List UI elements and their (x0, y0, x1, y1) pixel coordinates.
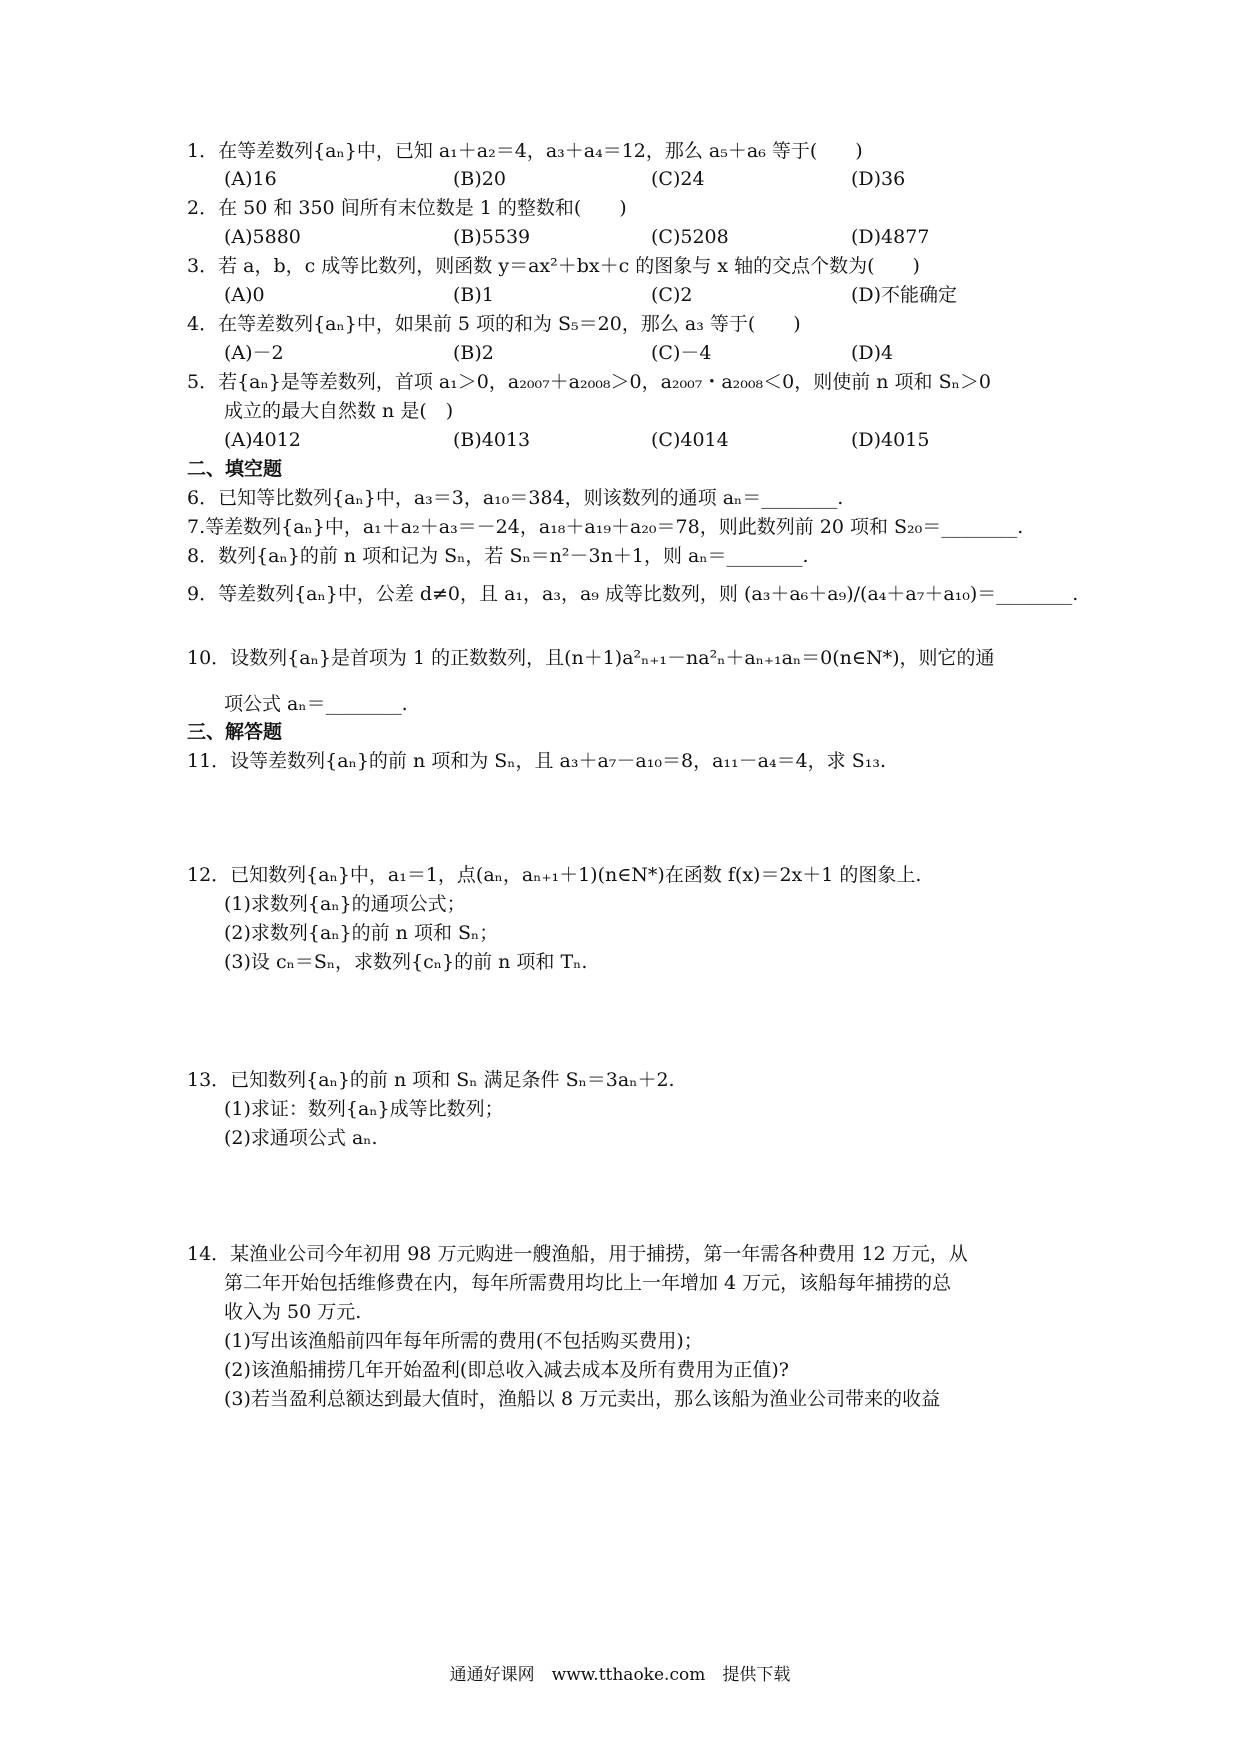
option-b: (B)5539 (453, 226, 531, 248)
option-a: (A)4012 (224, 429, 301, 451)
page-footer: 通通好课网 www.tthaoke.com 提供下载 (449, 1665, 791, 1685)
option-c: (C)2 (651, 284, 693, 306)
question-14-cont-1: 第二年开始包括维修费在内，每年所需费用均比上一年增加 4 万元，该船每年捕捞的总 (224, 1272, 952, 1294)
question-13-part-1: (1)求证：数列{aₙ}成等比数列； (224, 1098, 504, 1120)
option-c: (C)24 (651, 168, 705, 190)
question-8: 8．数列{aₙ}的前 n 项和记为 Sₙ，若 Sₙ＝n²－3n＋1，则 aₙ＝________. (187, 545, 809, 567)
option-d: (D)4 (851, 342, 894, 364)
question-12-part-3: (3)设 cₙ＝Sₙ，求数列{cₙ}的前 n 项和 Tₙ. (224, 951, 588, 973)
question-12-part-2: (2)求数列{aₙ}的前 n 项和 Sₙ； (224, 922, 499, 944)
question-9: 9．等差数列{aₙ}中，公差 d≠0，且 a₁，a₃，a₉ 成等比数列，则 (a₃＋a₆＋a₉)/(a₄＋a₇＋a₁₀)＝________. (187, 583, 1079, 605)
question-3: 3．若 a，b，c 成等比数列，则函数 y＝ax²＋bx＋c 的图象与 x 轴的交点个数为( ) (187, 255, 920, 277)
question-11: 11．设等差数列{aₙ}的前 n 项和为 Sₙ，且 a₃＋a₇－a₁₀＝8，a₁₁－a₄＝4，求 S₁₃. (187, 750, 886, 772)
question-7: 7.等差数列{aₙ}中，a₁＋a₂＋a₃＝－24，a₁₈＋a₁₉＋a₂₀＝78，则此数列前 20 项和 S₂₀＝________. (187, 516, 1024, 538)
option-a: (A)5880 (224, 226, 301, 248)
question-13-part-2: (2)求通项公式 aₙ. (224, 1127, 378, 1149)
option-a: (A)－2 (224, 342, 284, 364)
option-d: (D)36 (851, 168, 906, 190)
question-4-options (224, 339, 1064, 367)
option-d: (D)4015 (851, 429, 930, 451)
option-c: (C)4014 (651, 429, 729, 451)
option-b: (B)2 (453, 342, 494, 364)
question-2-options (224, 223, 1064, 251)
question-10: 10．设数列{aₙ}是首项为 1 的正数数列，且(n＋1)a²ₙ₊₁－na²ₙ＋aₙ₊₁aₙ＝0(n∈N*)，则它的通 (187, 647, 995, 669)
question-2: 2．在 50 和 350 间所有末位数是 1 的整数和( ) (187, 197, 627, 219)
option-b: (B)20 (453, 168, 506, 190)
question-13: 13．已知数列{aₙ}的前 n 项和 Sₙ 满足条件 Sₙ＝3aₙ＋2. (187, 1069, 675, 1091)
section-heading-solve: 三、解答题 (187, 721, 283, 743)
question-14-part-3: (3)若当盈利总额达到最大值时，渔船以 8 万元卖出，那么该船为渔业公司带来的收益 (224, 1388, 941, 1410)
question-14-part-2: (2)该渔船捕捞几年开始盈利(即总收入减去成本及所有费用为正值)? (224, 1359, 789, 1381)
question-14-cont-2: 收入为 50 万元. (224, 1301, 362, 1323)
question-10-cont: 项公式 aₙ＝________. (224, 693, 408, 715)
question-14-part-1: (1)写出该渔船前四年每年所需的费用(不包括购买费用)； (224, 1330, 703, 1352)
option-b: (B)1 (453, 284, 494, 306)
option-b: (B)4013 (453, 429, 531, 451)
question-12: 12．已知数列{aₙ}中，a₁＝1，点(aₙ，aₙ₊₁＋1)(n∈N*)在函数 f(x)＝2x＋1 的图象上. (187, 864, 922, 886)
question-14: 14．某渔业公司今年初用 98 万元购进一艘渔船，用于捕捞，第一年需各种费用 12 万元，从 (187, 1243, 968, 1265)
option-c: (C)－4 (651, 342, 712, 364)
option-c: (C)5208 (651, 226, 729, 248)
question-3-options (224, 281, 1064, 309)
question-12-part-1: (1)求数列{aₙ}的通项公式； (224, 893, 466, 915)
question-5-cont: 成立的最大自然数 n 是( ) (224, 400, 454, 422)
question-6: 6．已知等比数列{aₙ}中，a₃＝3，a₁₀＝384，则该数列的通项 aₙ＝________. (187, 487, 844, 509)
option-d: (D)不能确定 (851, 284, 958, 306)
question-1-options (224, 165, 1064, 193)
section-heading-fill: 二、填空题 (187, 458, 283, 480)
question-5-options (224, 426, 1064, 454)
option-d: (D)4877 (851, 226, 930, 248)
question-5: 5．若{aₙ}是等差数列，首项 a₁＞0，a₂₀₀₇＋a₂₀₀₈＞0，a₂₀₀₇・a₂₀₀₈＜0，则使前 n 项和 Sₙ＞0 (187, 371, 991, 393)
option-a: (A)0 (224, 284, 265, 306)
question-4: 4．在等差数列{aₙ}中，如果前 5 项的和为 S₅＝20，那么 a₃ 等于( ) (187, 313, 801, 335)
question-1: 1．在等差数列{aₙ}中，已知 a₁＋a₂＝4，a₃＋a₄＝12，那么 a₅＋a₆ 等于( ) (187, 140, 863, 162)
option-a: (A)16 (224, 168, 277, 190)
